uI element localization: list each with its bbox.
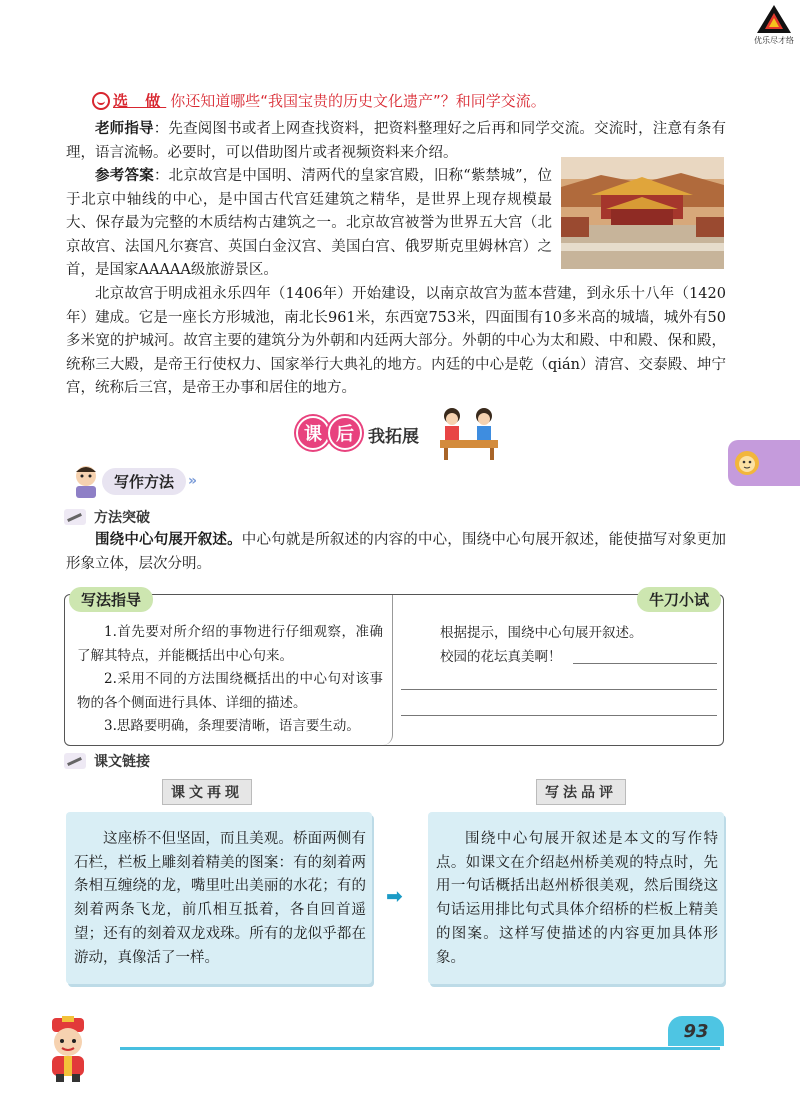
students-at-desk-icon <box>436 404 502 460</box>
text-link-title: 课文链接 <box>94 754 150 770</box>
text-excerpt: 这座桥不但坚固，而且美观。桥面两侧有石栏，栏板上雕刻着精美的图案：有的刻着两条相互缠绕的龙，嘴里吐出美丽的水花；有的刻着两条飞龙，前爪相互抵着，各自回首遥望；还有的刻着双龙戏珠。所有的龙似乎都在游动，真像活了一样。 <box>74 831 366 966</box>
central-sentence-explanation: 中心句就是所叙述的内容的中心，围绕中心句展开叙述，能使描写对象更加形象立体，层次分明。 <box>66 532 727 572</box>
forbidden-city-photo <box>561 157 724 269</box>
method-breakthrough-text <box>66 529 726 576</box>
text-reappear-heading: 课文再现 <box>162 779 252 805</box>
teacher-guide-text: ：先查阅图书或者上网查找资料，把资料整理好之后再和同学交流。交流时，注意有条有理，语言流畅。必要时，可以借助图片或者视频资料来介绍。 <box>66 121 727 161</box>
writing-guide-box <box>64 591 724 746</box>
text-link-header <box>64 751 150 771</box>
answer-line[interactable] <box>401 715 717 716</box>
right-arrow-icon: ➡ <box>386 884 403 908</box>
publisher-logo <box>752 4 796 46</box>
reference-label: 参考答案 <box>95 168 154 184</box>
practice-start-sentence: 校园的花坛真美啊！ <box>440 649 562 665</box>
writing-method-header <box>66 464 195 498</box>
optional-label: 选 做 <box>113 92 167 110</box>
banner-text: 我拓展 <box>368 427 419 447</box>
writing-comment-heading: 写法品评 <box>536 779 626 805</box>
mascot-character-icon <box>38 1016 98 1082</box>
side-tab <box>728 440 800 486</box>
mountain-logo-icon <box>756 4 792 34</box>
page-number: 93 <box>668 1016 724 1046</box>
practice-tag: 牛刀小试 <box>637 587 721 612</box>
reference-text: ：北京故宫是中国明、清两代的皇家宫殿，旧称“紫禁城”，位于北京中轴线的中心，是中国古代宫廷建筑之精华，是世界上现存规模最大、保存最为完整的木质结构古建筑之一。北京故宫被誉为世界五大宫（北京故宫、法国凡尔赛宫、英国白金汉宫、美国白宫、俄罗斯克里姆林宫）之首，是国家AAAAA级旅游景区。 <box>66 168 553 278</box>
mascot-icon <box>66 464 106 498</box>
optional-question-text: 你还知道哪些“我国宝贵的历史文化遗产”？和同学交流。 <box>170 92 546 110</box>
footer-rule <box>120 1047 720 1050</box>
pencil-icon <box>64 509 86 525</box>
method-breakthrough-title: 方法突破 <box>94 510 150 526</box>
guide-item: 3.思路要明确，条理要清晰，语言要生动。 <box>104 718 360 734</box>
optional-badge <box>92 90 166 111</box>
practice-area <box>413 621 713 669</box>
writing-method-title: 写作方法 <box>102 468 186 495</box>
double-arrow-icon: » <box>188 473 196 489</box>
banner-char-hou: 后 <box>328 416 362 450</box>
answer-line[interactable] <box>401 689 717 690</box>
logo-text: 优乐尽才络 <box>754 36 794 45</box>
answer-line[interactable] <box>573 663 717 664</box>
guide-item: 2.采用不同的方法围绕概括出的中心句对该事物的各个侧面进行具体、详细的描述。 <box>77 671 383 711</box>
after-class-banner <box>296 404 506 460</box>
writing-guide-list <box>77 621 383 739</box>
teacher-guide-label: 老师指导 <box>95 121 154 137</box>
central-sentence-rule: 围绕中心句展开叙述。 <box>95 532 242 548</box>
writing-guide-tag: 写法指导 <box>69 587 153 612</box>
forbidden-city-history: 北京故宫于明成祖永乐四年（1406年）开始建设，以南京故宫为蓝本营建，到永乐十八年（1420年）建成。它是一座长方形城池，南北长961米，东西宽753米，四面围有10多米高的城墙，城外有50多米宽的护城河。故宫主要的建筑分为外朝和内廷两大部分。外朝的中心为太和殿、中和殿、保和殿，统称三大殿，是帝王行使权力、国家举行大典礼的地方。内廷的中心是乾（qián）清宫、交泰殿、坤宁宫，统称后三宫，是帝王办事和居住的地方。 <box>66 286 726 396</box>
reference-answer <box>66 165 552 283</box>
guide-item: 1.首先要对所介绍的事物进行仔细观察，准确了解其特点，并能概括出中心句来。 <box>77 624 383 664</box>
lion-face-icon <box>734 450 760 476</box>
smile-icon <box>92 92 110 110</box>
optional-question <box>92 90 752 111</box>
pencil-icon <box>64 753 86 769</box>
practice-prompt: 根据提示，围绕中心句展开叙述。 <box>440 625 643 641</box>
method-breakthrough-header <box>64 507 150 527</box>
writing-comment: 围绕中心句展开叙述是本文的写作特点。如课文在介绍赵州桥美观的特点时，先用一句话概括出赵州桥很美观，然后围绕这句话运用排比句式具体介绍桥的栏板上精美的图案。这样写使描述的内容更加具体形象。 <box>436 831 718 966</box>
banner-char-ke: 课 <box>296 416 330 450</box>
